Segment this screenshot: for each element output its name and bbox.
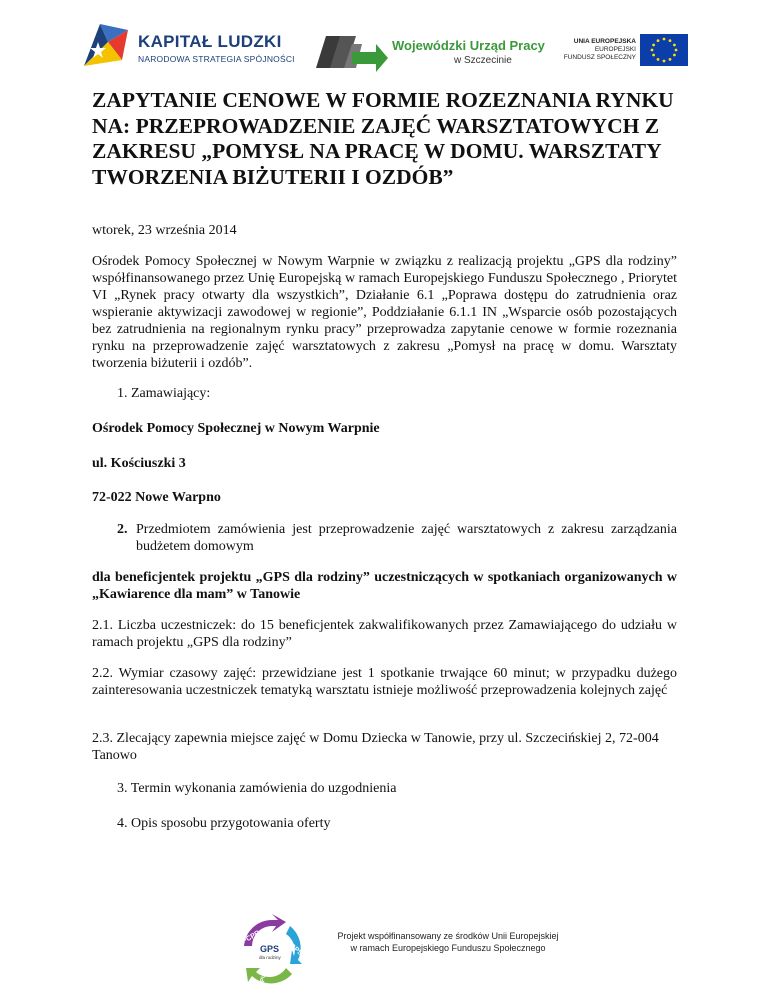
item-2-2-text: 2.2. Wymiar czasowy zajęć: przewidziane jest 1 spotkanie trwające 60 minut; w przypadku dużego zainteresowania uczestniczek tematyką warsztatu istnieje możliwość przeprowadzenia kolejnych zajęć [92, 666, 677, 698]
section-2 [117, 521, 677, 555]
pup-label: PUP [260, 969, 269, 983]
section-2-number: 2. [117, 522, 128, 537]
section-2-text: Przedmiotem zamówienia jest przeprowadzenie zajęć warsztatowych z zakresu zarządzania budżetem domowym [136, 522, 677, 554]
orderer-city: 72-022 Nowe Warpno [92, 490, 221, 505]
section-3-heading: 3. Termin wykonania zamówienia do uzgodnienia [117, 781, 397, 796]
document-title: ZAPYTANIE CENOWE W FORMIE ROZEZNANIA RYNKU NA: PRZEPROWADZENIE ZAJĘĆ WARSZTATOWYCH Z ZAKRESU „POMYSŁ NA PRACĘ W DOMU. WARSZTATY TWORZENIA BIŻUTERII I OZDÓB” [92, 88, 674, 189]
item-2-1-text: 2.1. Liczba uczestniczek: do 15 beneficjentek zakwalifikowanych przez Zamawiającego do udziału w ramach projektu „GPS dla rodziny” [92, 618, 677, 650]
eu-flag-icon [640, 34, 688, 66]
eu-line3: FUNDUSZ SPOŁECZNY [563, 54, 636, 61]
kapital-ludzki-logo [78, 20, 134, 72]
kapital-ludzki-subtitle: NARODOWA STRATEGIA SPÓJNOŚCI [138, 54, 295, 64]
item-2-1 [92, 617, 677, 651]
eu-line1: UNIA EUROPEJSKA [573, 38, 636, 45]
footer-text [318, 930, 578, 954]
document-date: wtorek, 23 września 2014 [92, 223, 237, 238]
gps-label: GPS [260, 944, 280, 954]
intro-paragraph: Ośrodek Pomocy Społecznej w Nowym Warpnie w związku z realizacją projektu „GPS dla rodziny” współfinansowanego przez Unię Europejską w ramach Europejskiego Funduszu Społecznego , Priorytet VI „Rynek pracy otwarty dla wszystkich”, Działanie 6.1 „Poprawa dostępu do zatrudnienia oraz wspieranie aktywizacji zawodowej w regionie”, Poddziałanie 6.1.1 IN „Wsparcie osób pozostających bez zatrudnienia na regionalnym rynku pracy” przeprowadza zapytanie cenowe w formie rozeznania rynku na przeprowadzenie zajęć warsztatowych z zakresu „Pomysł na pracę w domu. Warsztaty tworzenia biżuterii i ozdób”. [92, 254, 677, 371]
kapital-ludzki-text [138, 32, 295, 64]
eu-text [560, 38, 636, 62]
item-2-2 [92, 665, 677, 699]
section-4-heading: 4. Opis sposobu przygotowania oferty [117, 816, 331, 831]
orderer-street: ul. Kościuszki 3 [92, 456, 186, 471]
ops-label: OPS [287, 942, 304, 958]
pcpr-label: PCPR [241, 929, 262, 946]
item-2-3-text: 2.3. Zlecający zapewnia miejsce zajęć w Domu Dziecka w Tanowie, przy ul. Szczecińskiej 2, 72-004 Tanowo [92, 731, 659, 763]
wup-name: Wojewódzki Urząd Pracy [392, 38, 545, 53]
wup-logo [312, 30, 388, 74]
footer-line-2: w ramach Europejskiego Funduszu Społecznego [350, 943, 546, 953]
header-logos [0, 20, 768, 80]
footer-line-1: Projekt współfinansowany ze środków Unii Europejskiej [337, 931, 559, 941]
wup-text [392, 38, 545, 66]
kapital-ludzki-name: KAPITAŁ LUDZKI [138, 32, 282, 51]
section-1-heading: 1. Zamawiający: [117, 386, 211, 401]
orderer-name: Ośrodek Pomocy Społecznej w Nowym Warpnie [92, 421, 380, 436]
beneficiaries-paragraph: dla beneficjentek projektu „GPS dla rodziny” uczestniczących w spotkaniach organizowanych w „Kawiarence dla mam” w Tanowie [92, 570, 677, 602]
gps-recycle-logo [232, 912, 310, 990]
wup-city: w Szczecinie [454, 55, 512, 66]
gps-sub-label: dla rodziny [259, 955, 281, 960]
eu-line2: EUROPEJSKI [594, 46, 636, 53]
item-2-3 [92, 730, 682, 764]
